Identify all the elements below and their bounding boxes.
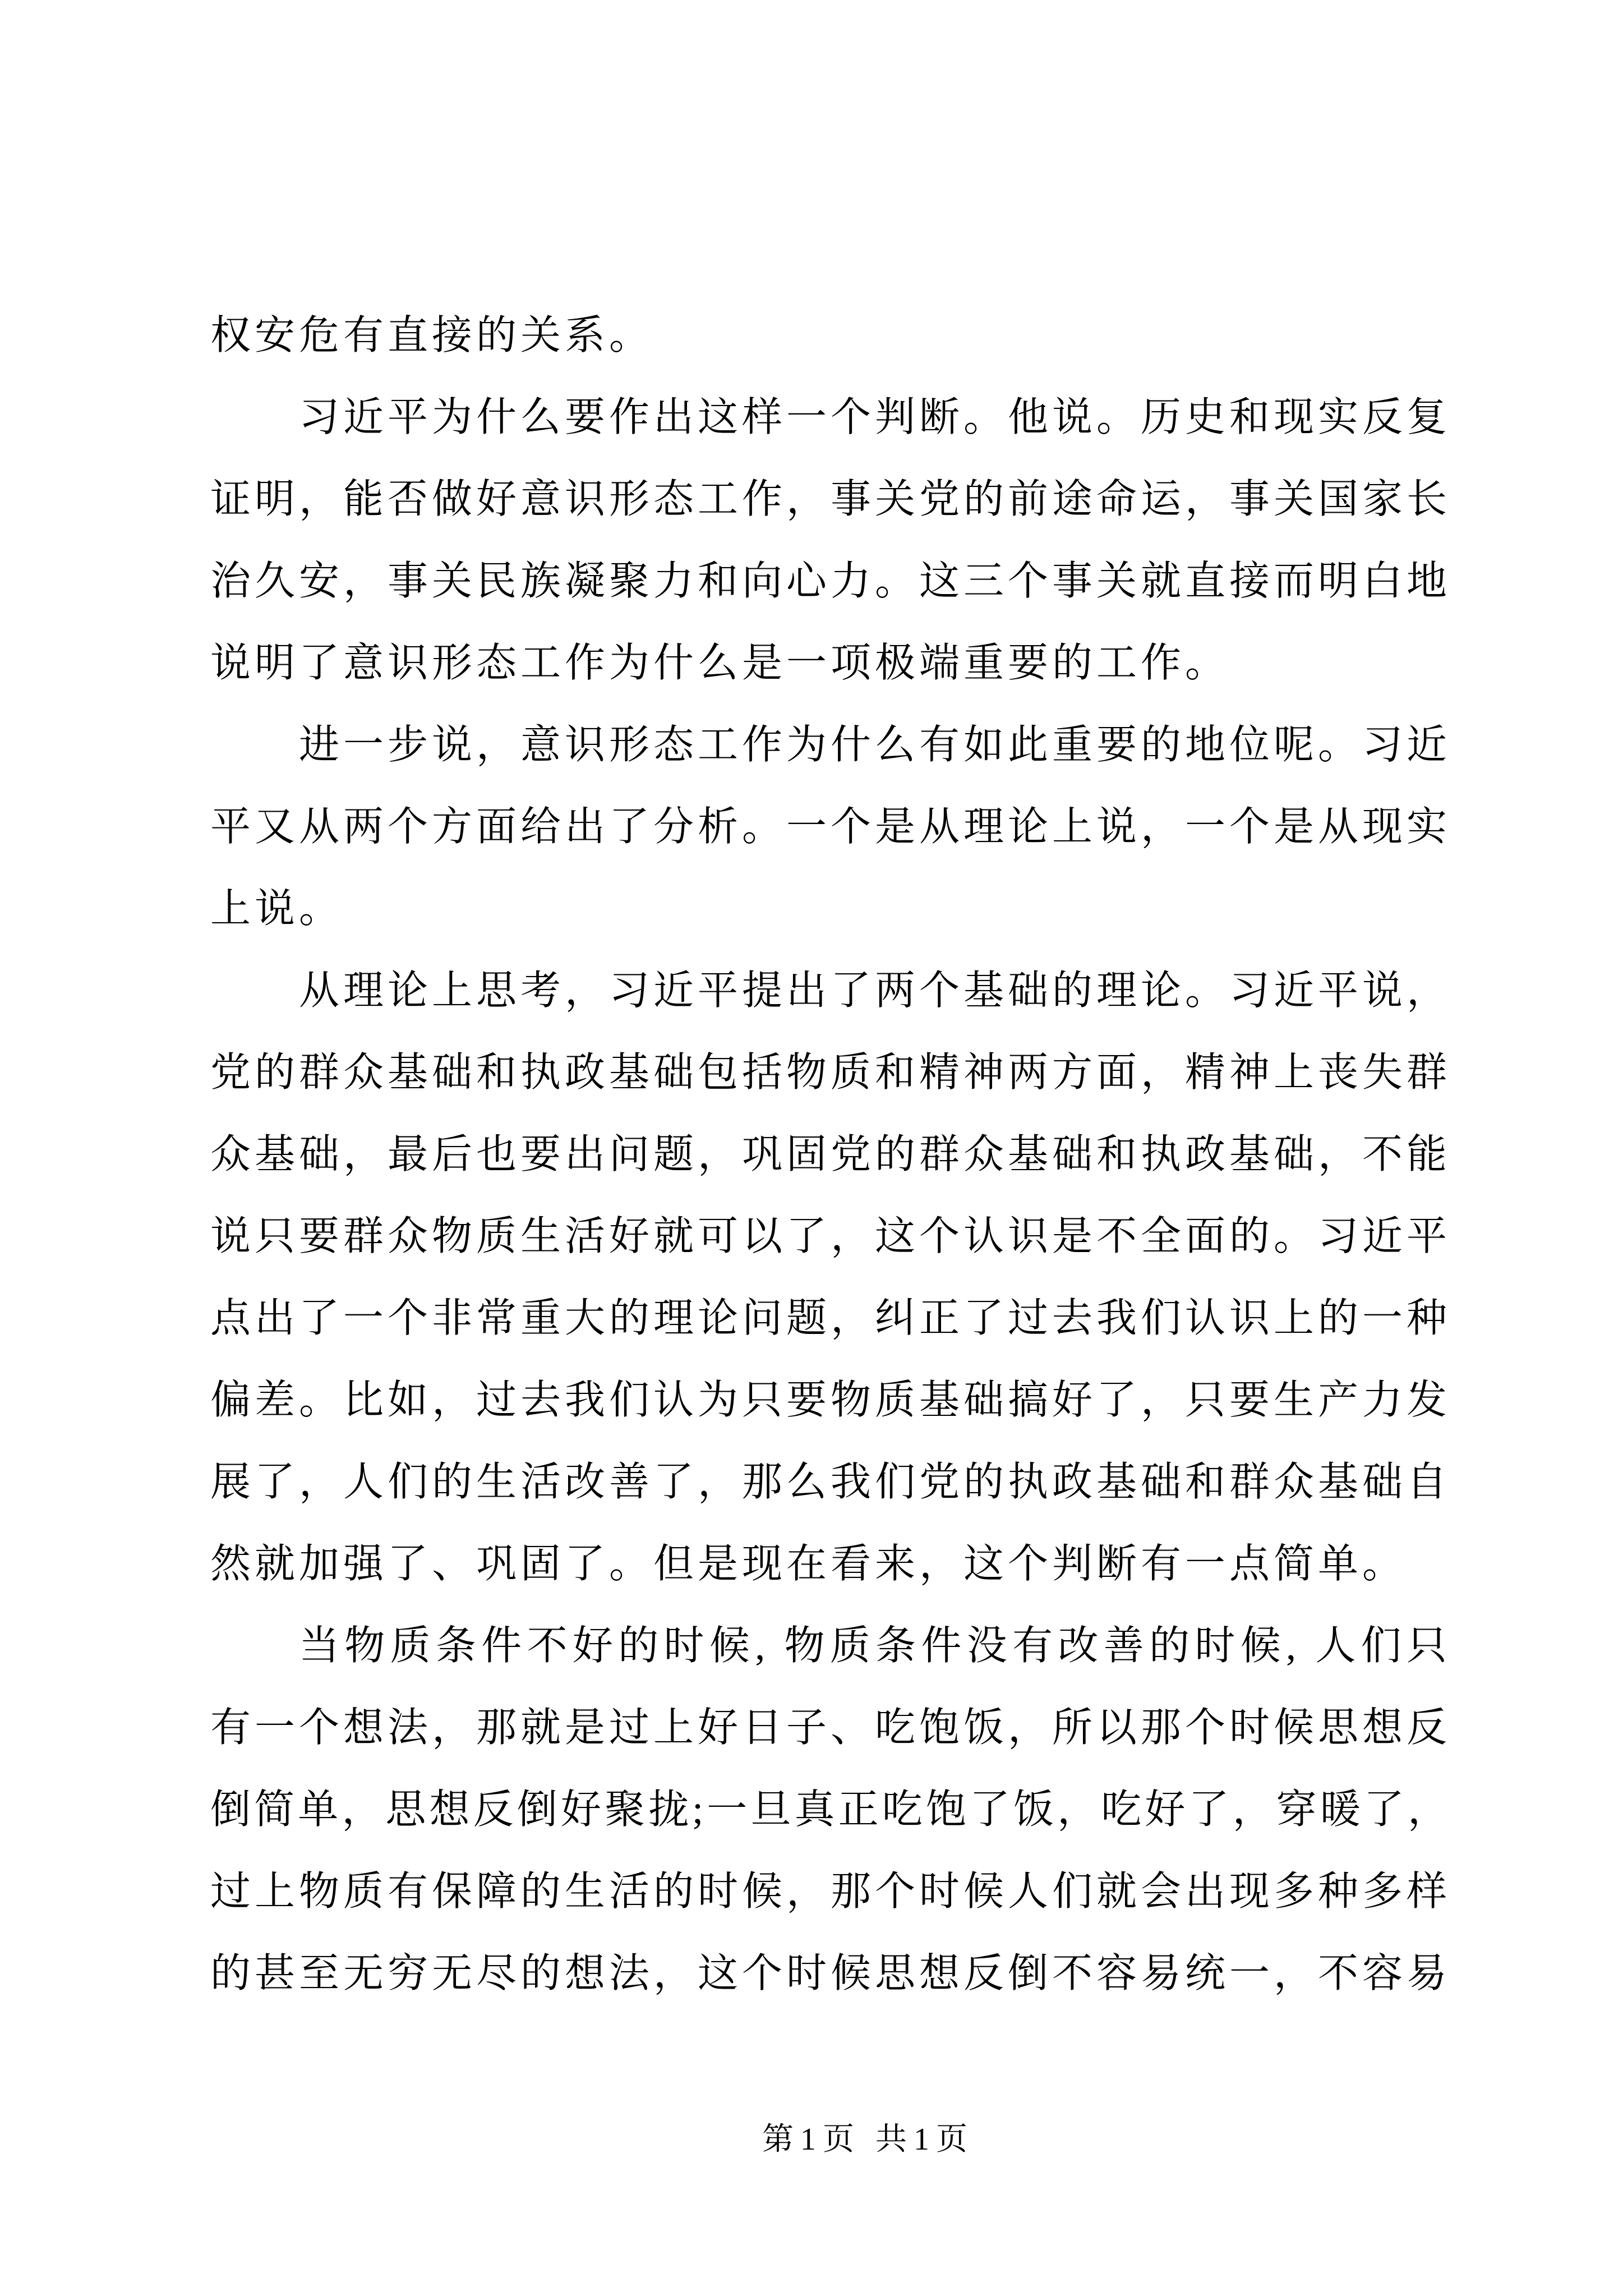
text-line: 众基础，最后也要出问题，巩固党的群众基础和执政基础，不能 xyxy=(210,1132,1451,1177)
text-line: 当物质条件不好的时候, 物质条件没有改善的时候, 人们只 xyxy=(299,1623,1451,1668)
text-line: 从理论上思考，习近平提出了两个基础的理论。习近平说， xyxy=(299,968,1451,1013)
text-line: 上说。 xyxy=(210,886,344,931)
text-line: 权安危有直接的关系。 xyxy=(210,313,654,358)
text-line: 平又从两个方面给出了分析。一个是从理论上说，一个是从现实 xyxy=(210,804,1451,849)
text-line: 倒简单，思想反倒好聚拢;一旦真正吃饱了饭，吃好了，穿暖了， xyxy=(210,1787,1451,1832)
text-line: 点出了一个非常重大的理论问题，纠正了过去我们认识上的一种 xyxy=(210,1296,1451,1341)
page-footer: 第1页 共1页 xyxy=(762,2122,974,2157)
text-line: 进一步说，意识形态工作为什么有如此重要的地位呢。习近 xyxy=(299,723,1451,767)
document-body xyxy=(210,295,1451,2014)
text-line: 偏差。比如，过去我们认为只要物质基础搞好了，只要生产力发 xyxy=(210,1378,1451,1423)
text-line: 党的群众基础和执政基础包括物质和精神两方面，精神上丧失群 xyxy=(210,1050,1451,1095)
text-line: 的甚至无穷无尽的想法，这个时候思想反倒不容易统一，不容易 xyxy=(210,1951,1451,1996)
text-line: 说只要群众物质生活好就可以了，这个认识是不全面的。习近平 xyxy=(210,1214,1451,1259)
text-line: 习近平为什么要作出这样一个判断。他说。历史和现实反复 xyxy=(299,395,1451,440)
text-line: 证明，能否做好意识形态工作，事关党的前途命运，事关国家长 xyxy=(210,477,1451,522)
text-line: 有一个想法，那就是过上好日子、吃饱饭，所以那个时候思想反 xyxy=(210,1705,1451,1750)
text-line: 治久安，事关民族凝聚力和向心力。这三个事关就直接而明白地 xyxy=(210,559,1451,604)
text-line: 然就加强了、巩固了。但是现在看来，这个判断有一点简单。 xyxy=(210,1542,1407,1586)
text-line: 过上物质有保障的生活的时候，那个时候人们就会出现多种多样 xyxy=(210,1869,1451,1914)
text-line: 说明了意识形态工作为什么是一项极端重要的工作。 xyxy=(210,641,1230,685)
text-line: 展了，人们的生活改善了，那么我们党的执政基础和群众基础自 xyxy=(210,1460,1451,1504)
